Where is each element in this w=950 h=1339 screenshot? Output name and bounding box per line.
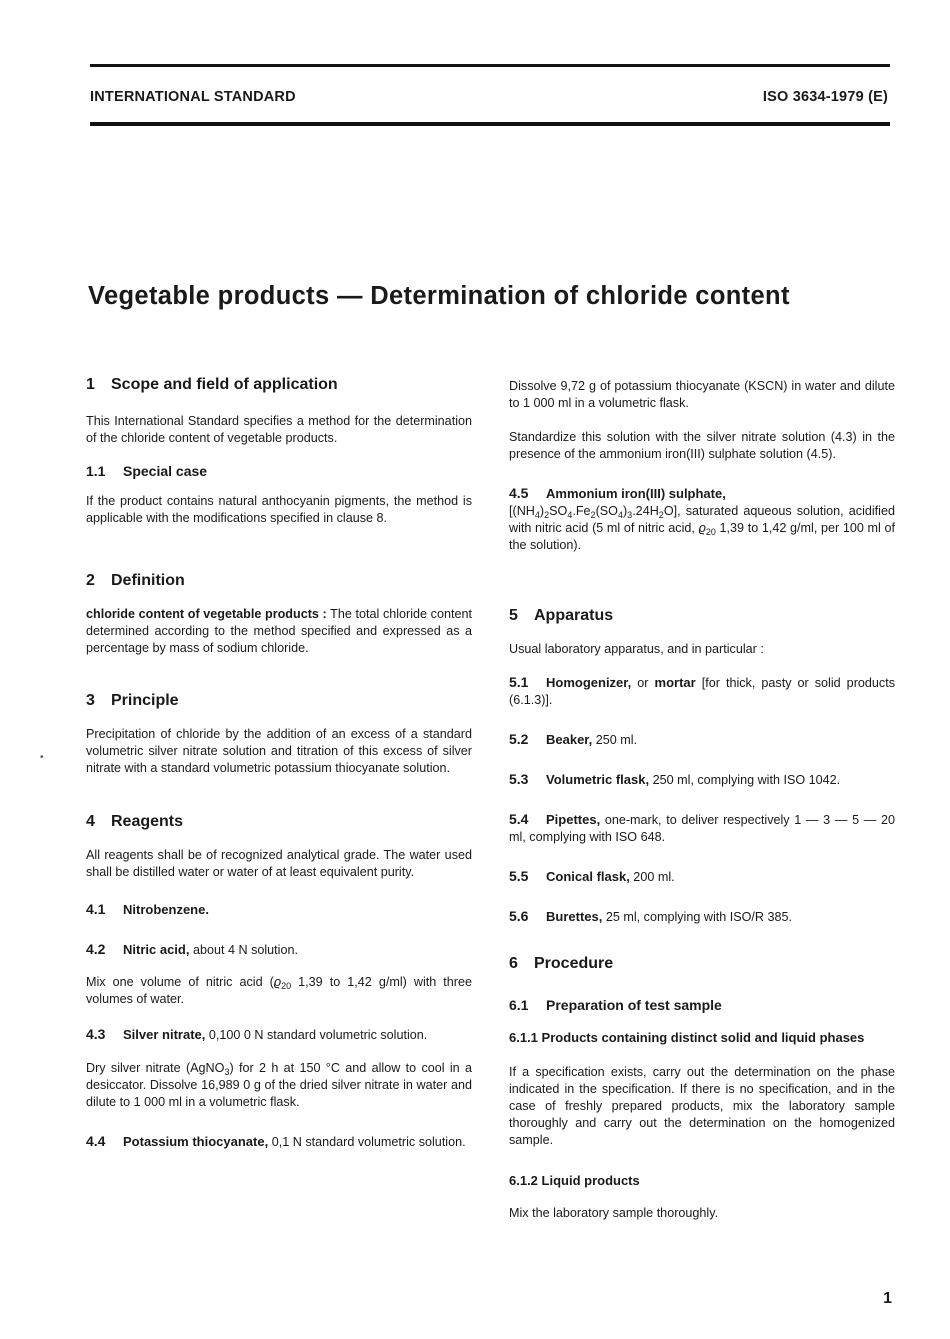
section-1-1-body: If the product contains natural anthocyanin pigments, the method is applicable with the modifications specified in clause 8. xyxy=(86,494,472,525)
header-rule-bottom xyxy=(90,122,890,126)
document-title: Vegetable products — Determination of chloride content xyxy=(88,282,790,310)
reagent-4-2: 4.2 Nitric acid, about 4 N solution. xyxy=(86,941,298,957)
left-column xyxy=(86,375,472,1151)
section-2-body: chloride content of vegetable products : The total chloride content determined according to the method specified and expressed as a percentage by mass of sodium chloride. xyxy=(86,607,472,655)
apparatus-5-1: 5.1 Homogenizer, or mortar [for thick, pasty or solid products (6.1.3)]. xyxy=(509,674,895,707)
section-6-heading: 6 Procedure xyxy=(509,955,614,972)
reagent-4-5: 4.5 Ammonium iron(III) sulphate, xyxy=(509,485,726,501)
section-1-body: This International Standard specifies a method for the determination of the chloride content of vegetable products. xyxy=(86,414,472,445)
section-4-body: All reagents shall be of recognized analytical grade. The water used shall be distilled water or water of at least equivalent purity. xyxy=(86,848,472,879)
section-6-1-1-heading: 6.1.1 Products containing distinct solid and liquid phases xyxy=(509,1030,865,1045)
reagent-4-3: 4.3 Silver nitrate, 0,100 0 N standard volumetric solution. xyxy=(86,1026,428,1042)
section-6-1-2-body: Mix the laboratory sample thoroughly. xyxy=(509,1206,719,1220)
apparatus-5-6: 5.6 Burettes, 25 ml, complying with ISO/R 385. xyxy=(509,908,793,924)
apparatus-5-5: 5.5 Conical flask, 200 ml. xyxy=(509,868,675,884)
margin-mark: • xyxy=(40,752,44,763)
section-2-heading: 2 Definition xyxy=(86,572,185,589)
header-right: ISO 3634-1979 (E) xyxy=(762,89,888,105)
thiocyanate-prep-text: Dissolve 9,72 g of potassium thiocyanate (KSCN) in water and dilute to 1 000 ml in a volumetric flask. xyxy=(509,379,895,410)
reagent-4-4: 4.4 Potassium thiocyanate, 0,1 N standard volumetric solution. xyxy=(86,1133,466,1149)
section-5-heading: 5 Apparatus xyxy=(509,607,614,624)
section-3-heading: 3 Principle xyxy=(86,692,179,709)
reagent-4-5-body: $[(NH_4)_2SO_4.Fe_2(SO_4)_3.24H_2O]$, saturated aqueous solution, acidified with nitric acid (5 ml of nitric acid, $ϱ_{20}$ 1,39 to 1,42 g/ml, per 100 ml of the solution). xyxy=(509,504,895,552)
section-1-1-heading: 1.1 Special case xyxy=(86,463,208,479)
section-6-1-1-body: If a specification exists, carry out the determination on the phase indicated in the specification. If there is no specification, and in the case of freshly prepared products, mix the laboratory sample thoroughly and carry out the determination on the homogenized sample. xyxy=(509,1065,895,1147)
thiocyanate-standardize-text: Standardize this solution with the silver nitrate solution (4.3) in the presence of the ammonium iron(III) sulphate solution (4.5). xyxy=(509,430,895,461)
section-4-heading: 4 Reagents xyxy=(86,813,184,830)
reagent-4-1: 4.1 Nitrobenzene. xyxy=(86,901,209,917)
header-rule-top xyxy=(90,64,890,67)
section-6-1-heading: 6.1 Preparation of test sample xyxy=(509,997,722,1013)
reagent-4-2-body: Mix one volume of nitric acid ($ϱ_{20}$ 1,39 to 1,42 g/ml) with three volumes of water. xyxy=(86,975,472,1006)
section-6-1-2-heading: 6.1.2 Liquid products xyxy=(509,1173,640,1188)
apparatus-5-4: 5.4 Pipettes, one-mark, to deliver respectively 1 — 3 — 5 — 20 ml, complying with ISO 648. xyxy=(509,811,895,844)
page-number: 1 xyxy=(883,1290,892,1307)
reagent-4-3-body: Dry silver nitrate (AgNO$_3$) for 2 h at 150 °C and allow to cool in a desiccator. Dissolve 16,989 0 g of the dried silver nitrate in water and dilute to 1 000 ml in a volumetric flask. xyxy=(86,1061,472,1109)
section-1-heading: 1 Scope and field of application xyxy=(86,376,338,393)
section-5-body: Usual laboratory apparatus, and in particular : xyxy=(509,642,764,656)
right-column xyxy=(509,378,895,1222)
apparatus-5-3: 5.3 Volumetric flask, 250 ml, complying with ISO 1042. xyxy=(509,771,841,787)
header-left: INTERNATIONAL STANDARD xyxy=(90,89,296,105)
section-3-body: Precipitation of chloride by the addition of an excess of a standard volumetric silver nitrate solution and titration of this excess of silver nitrate with a standard volumetric potassium thiocyanate solution. xyxy=(86,727,472,775)
apparatus-5-2: 5.2 Beaker, 250 ml. xyxy=(509,731,638,747)
